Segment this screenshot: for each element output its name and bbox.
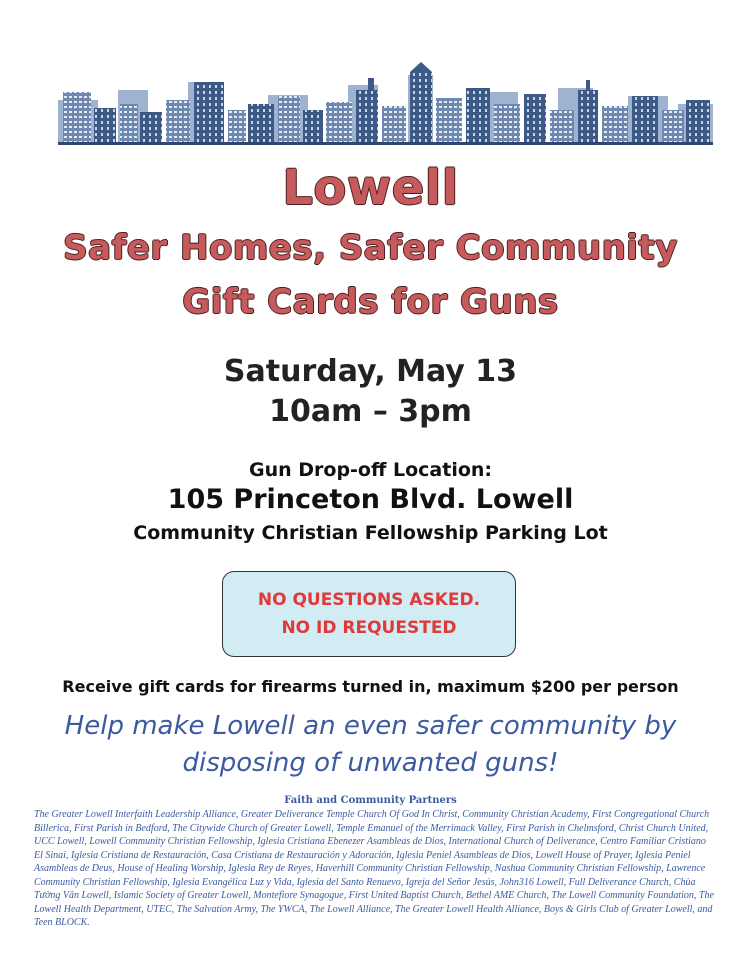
headline-safer-homes: Safer Homes, Safer Community xyxy=(63,228,678,268)
city-title: Lowell xyxy=(282,160,459,216)
event-date: Saturday, May 13 xyxy=(223,354,518,389)
notice-no-questions: NO QUESTIONS ASKED. xyxy=(257,590,481,610)
help-message xyxy=(0,708,741,782)
notice-box xyxy=(222,571,516,657)
location-label: Gun Drop-off Location: xyxy=(248,459,493,481)
notice-no-id: NO ID REQUESTED xyxy=(281,618,457,638)
location-place: Community Christian Fellowship Parking Lot xyxy=(133,522,608,544)
city-skyline-icon xyxy=(58,60,713,145)
help-line-2: disposing of unwanted guns! xyxy=(182,748,559,778)
location-address: 105 Princeton Blvd. Lowell xyxy=(167,484,574,515)
help-line-1: Help make Lowell an even safer community by xyxy=(64,711,677,741)
event-time: 10am – 3pm xyxy=(269,394,472,429)
partners-list: The Greater Lowell Interfaith Leadership Alliance, Greater Deliverance Temple Church Of God In Christ, Community Christian Academy, First Congregational Church Billerica, First Parish in Bedford, The Citywide Church of Greater Lowell, Temple Emanuel of the Merrimack Valley, First Parish in Chelmsford, Christ Church United, UCC Lowell, Lowell Community Christian Fellowship, Iglesia Cristiana Ebenezer Asambleas de Dios, International Church of Deliverance, Centro Familiar Cristiano El Sinai, Iglesia Cristiana de Restauración, Casa Cristiana de Restauración y Adoración, Iglesia Peniel Asambleas de Dios, Lowell House of Prayer, Iglesia Peniel Asambleas de Deus, House of Healing Worship, Iglesia Rey de Reyes, Haverhill Community Christian Fellowship, Nashua Community Christian Fellowship, Lawrence Community Christian Fellowship, Iglesia Evangélica Luz y Vida, Iglesia del Santo Renuevo, Igreja del Señor Jesús, John316 Lowell, Full Deliverance Church, Chùa Tường Vân Lowell, Islamic Society of Greater Lowell, Montefiore Synagogue, First United Baptist Church, Bethel AME Church, The Lowell Community Foundation, The Lowell Health Department, UTEC, The Salvation Army, The YWCA, The Lowell Alliance, The Greater Lowell Health Alliance, Boys & Girls Club of Greater Lowell, and Teen BLOCK. xyxy=(34,809,714,928)
headline-gift-cards: Gift Cards for Guns xyxy=(182,282,559,322)
partners-title: Faith and Community Partners xyxy=(284,795,457,806)
receive-text: Receive gift cards for firearms turned in, maximum $200 per person xyxy=(62,677,679,696)
